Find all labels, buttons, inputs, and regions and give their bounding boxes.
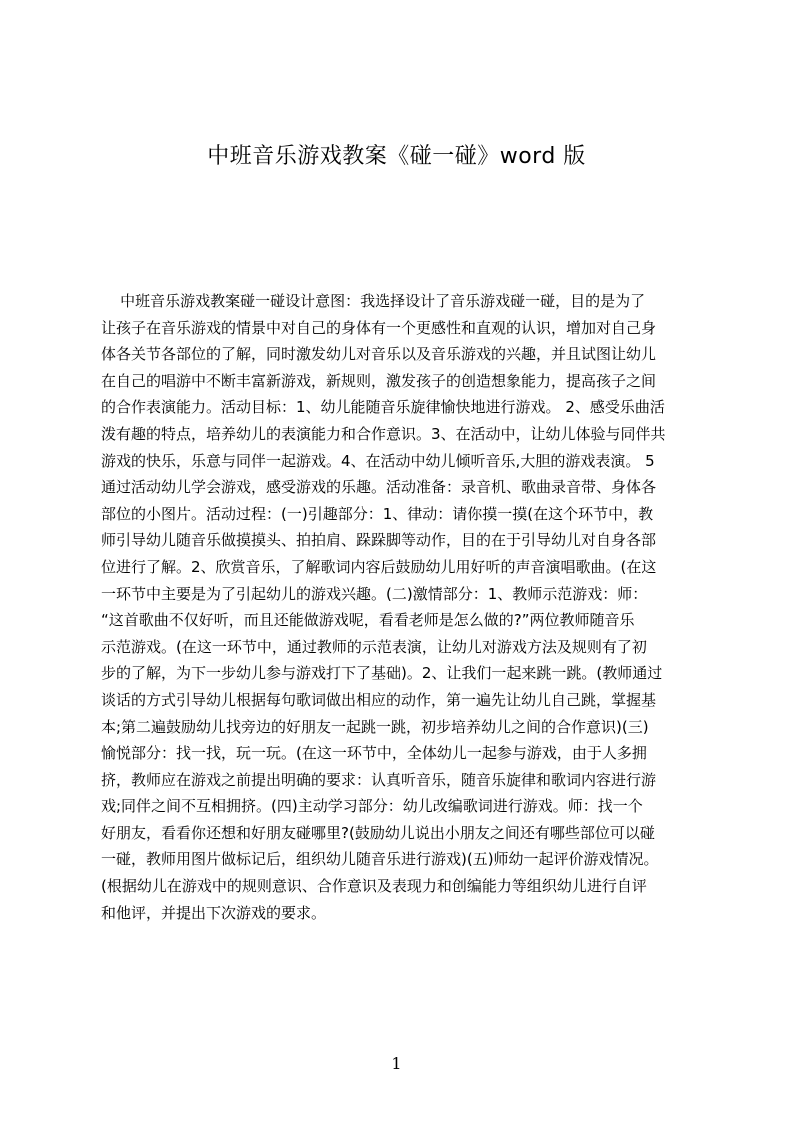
body-line: 和他评，并提出下次游戏的要求。 xyxy=(101,903,327,922)
body-line: 师引导幼儿随音乐做摸摸头、拍拍肩、跺跺脚等动作，目的在于引导幼儿对自身各部 xyxy=(101,531,657,550)
document-body xyxy=(101,288,698,926)
document-title: 中班音乐游戏教案《碰一碰》word 版 xyxy=(207,144,586,169)
body-line: 戏;同伴之间不互相拥挤。(四)主动学习部分：幼儿改编歌词进行游戏。师：找一个 xyxy=(101,797,643,816)
body-line: 体各关节各部位的了解，同时激发幼儿对音乐以及音乐游戏的兴趣，并且试图让幼儿 xyxy=(101,345,657,364)
body-line: 一碰，教师用图片做标记后，组织幼儿随音乐进行游戏)(五)师幼一起评价游戏情况。 xyxy=(101,850,659,869)
body-line: 通过活动幼儿学会游戏，感受游戏的乐趣。活动准备：录音机、歌曲录音带、身体各 xyxy=(101,478,657,497)
body-line: 步的了解，为下一步幼儿参与游戏打下了基础)。2、让我们一起来跳一跳。(教师通过 xyxy=(101,664,663,683)
body-line: 在自己的唱游中不断丰富新游戏，新规则，激发孩子的创造想象能力，提高孩子之间 xyxy=(101,371,657,390)
body-line: “这首歌曲不仅好听，而且还能做游戏呢，看看老师是怎么做的?”两位教师随音乐 xyxy=(101,611,635,630)
body-line: 好朋友，看看你还想和好朋友碰哪里?(鼓励幼儿说出小朋友之间还有哪些部位可以碰 xyxy=(101,823,655,842)
body-line: 挤，教师应在游戏之前提出明确的要求：认真听音乐，随音乐旋律和歌词内容进行游 xyxy=(101,770,657,789)
body-line: 的合作表演能力。活动目标：1、幼儿能随音乐旋律愉快地进行游戏。 2、感受乐曲活 xyxy=(101,398,665,417)
body-line: 部位的小图片。活动过程：(一)引趣部分：1、律动：请你摸一摸(在这个环节中，教 xyxy=(101,504,654,523)
body-line: 本;第二遍鼓励幼儿找旁边的好朋友一起跳一跳，初步培养幼儿之间的合作意识)(三) xyxy=(101,717,649,736)
body-line: 一环节中主要是为了引起幼儿的游戏兴趣。(二)激情部分：1、教师示范游戏：师： xyxy=(101,584,648,603)
body-line: 谈话的方式引导幼儿根据每句歌词做出相应的动作，第一遍先让幼儿自己跳，掌握基 xyxy=(101,690,657,709)
page-number: 1 xyxy=(391,1054,402,1073)
body-line: 示范游戏。(在这一环节中，通过教师的示范表演，让幼儿对游戏方法及规则有了初 xyxy=(101,637,647,656)
body-line: 游戏的快乐，乐意与同伴一起游戏。4、在活动中幼儿倾听音乐,大胆的游戏表演。 5 xyxy=(101,451,655,470)
body-line: 泼有趣的特点，培养幼儿的表演能力和合作意识。3、在活动中，让幼儿体验与同伴共 xyxy=(101,424,666,443)
body-line: 位进行了解。2、欣赏音乐，了解歌词内容后鼓励幼儿用好听的声音演唱歌曲。(在这 xyxy=(101,557,657,576)
body-line: 愉悦部分：找一找，玩一玩。(在这一环节中，全体幼儿一起参与游戏，由于人多拥 xyxy=(101,744,647,763)
body-line: (根据幼儿在游戏中的规则意识、合作意识及表现力和创编能力等组织幼儿进行自评 xyxy=(101,877,647,896)
body-line: 中班音乐游戏教案碰一碰设计意图：我选择设计了音乐游戏碰一碰，目的是为了 xyxy=(101,292,646,310)
body-line: 让孩子在音乐游戏的情景中对自己的身体有一个更感性和直观的认识，增加对自己身 xyxy=(101,318,657,337)
